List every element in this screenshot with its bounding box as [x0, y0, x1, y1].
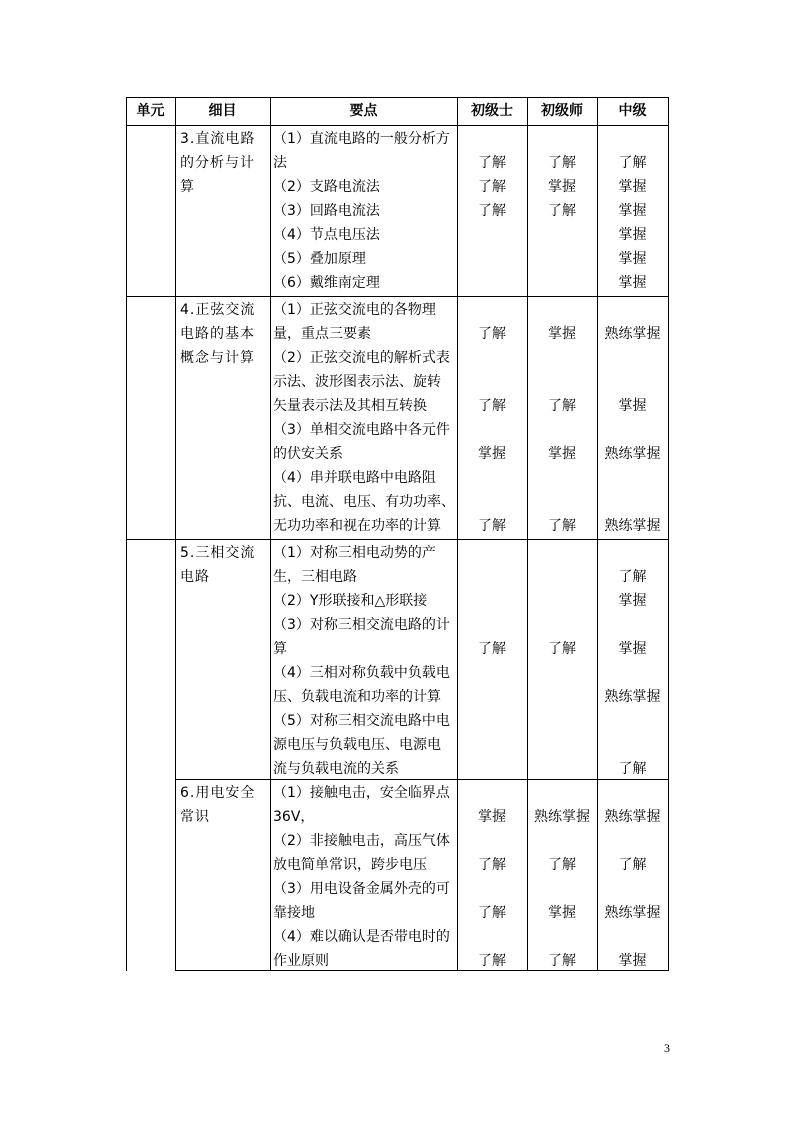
level-value: 掌握	[618, 203, 647, 219]
point-line: 36V，	[273, 809, 315, 825]
point-line: （2）Y形联接和△形联接	[273, 593, 428, 609]
subitem-line: 5.三相交流	[180, 545, 256, 561]
point-line: （1）对称三相电动势的产	[273, 545, 436, 561]
level-value: 了解	[548, 641, 576, 657]
level-value: 了解	[478, 953, 506, 969]
subitem-line: 常识	[180, 809, 210, 825]
level-value: 掌握	[548, 905, 576, 921]
row-divider	[175, 779, 669, 780]
header-unit: 单元	[136, 103, 165, 119]
level-value: 掌握	[478, 446, 506, 462]
point-line: （2）非接触电击，高压气体	[273, 833, 450, 849]
level-value: 了解	[618, 857, 647, 873]
level-value: 掌握	[618, 179, 647, 195]
level-value: 掌握	[618, 275, 647, 291]
point-line: （5）叠加原理	[273, 251, 366, 267]
point-line: （3）单相交流电路中各元件	[273, 422, 450, 438]
table-border-top	[126, 97, 669, 98]
level-value: 了解	[478, 857, 506, 873]
level-value: 掌握	[618, 641, 647, 657]
level-value: 掌握	[618, 251, 647, 267]
point-line: 法	[273, 155, 287, 171]
point-line: （3）用电设备金属外壳的可	[273, 881, 450, 897]
point-line: （3）对称三相交流电路的计	[273, 617, 450, 633]
level-value: 了解	[548, 857, 576, 873]
level-value: 了解	[548, 203, 576, 219]
table-border-left	[126, 97, 127, 971]
point-line: 压、负载电流和功率的计算	[273, 689, 441, 705]
subitem-line: 的分析与计	[180, 155, 255, 171]
point-line: 放电简单常识，跨步电压	[273, 857, 427, 873]
level-value: 了解	[548, 953, 576, 969]
level-value: 掌握	[618, 398, 647, 414]
point-line: 量，重点三要素	[273, 326, 371, 342]
level-value: 熟练掌握	[534, 809, 590, 825]
level-value: 掌握	[618, 593, 647, 609]
point-line: （3）回路电流法	[273, 203, 380, 219]
level-value: 了解	[478, 905, 506, 921]
subitem-line: 算	[180, 179, 195, 195]
column-divider	[175, 97, 176, 971]
level-value: 了解	[618, 761, 647, 777]
header-divider	[126, 125, 669, 126]
header-subitem: 细目	[208, 103, 237, 119]
level-value: 了解	[618, 569, 647, 585]
row-divider	[175, 970, 669, 971]
level-value: 掌握	[618, 227, 647, 243]
level-value: 了解	[548, 398, 576, 414]
level-value: 掌握	[548, 179, 576, 195]
point-line: 生，三相电路	[273, 569, 357, 585]
point-line: （2）正弦交流电的解析式表	[273, 350, 450, 366]
point-line: （1）正弦交流电的各物理	[273, 302, 436, 318]
column-divider	[457, 97, 458, 971]
level-value: 了解	[548, 518, 576, 534]
level-value: 熟练掌握	[604, 446, 661, 462]
level-value: 熟练掌握	[604, 326, 661, 342]
level-value: 了解	[478, 326, 506, 342]
subitem-line: 电路	[180, 569, 210, 585]
subitem-line: 电路的基本	[180, 326, 255, 342]
point-line: 算	[273, 641, 287, 657]
level-value: 熟练掌握	[604, 689, 661, 705]
subitem-line: 3.直流电路	[180, 131, 256, 147]
level-value: 掌握	[478, 809, 506, 825]
point-line: 抗、电流、电压、有功功率、	[273, 494, 455, 510]
point-line: 矢量表示法及其相互转换	[273, 398, 427, 414]
level-value: 了解	[618, 155, 647, 171]
page-number: 3	[664, 1041, 670, 1055]
level-value: 掌握	[548, 326, 576, 342]
level-value: 了解	[478, 203, 506, 219]
row-divider	[126, 296, 669, 297]
point-line: （4）三相对称负载中负载电	[273, 665, 450, 681]
header-junior-engineer: 初级师	[541, 103, 583, 119]
header-intermediate: 中级	[618, 103, 647, 119]
header-key-points: 要点	[349, 103, 378, 119]
point-line: （4）难以确认是否带电时的	[273, 929, 450, 945]
level-value: 了解	[478, 398, 506, 414]
level-value: 掌握	[548, 446, 576, 462]
point-line: 示法、波形图表示法、旋转	[273, 374, 441, 390]
level-value: 了解	[478, 518, 506, 534]
point-line: （6）戴维南定理	[273, 275, 380, 291]
header-junior-technician: 初级士	[471, 103, 513, 119]
point-line: （1）接触电击，安全临界点	[273, 785, 450, 801]
point-line: 源电压与负载电压、电源电	[273, 737, 441, 753]
point-line: （4）节点电压法	[273, 227, 380, 243]
point-line: （2）支路电流法	[273, 179, 380, 195]
point-line: （4）串并联电路中电路阻	[273, 470, 436, 486]
point-line: （5）对称三相交流电路中电	[273, 713, 450, 729]
subitem-line: 概念与计算	[180, 350, 255, 366]
level-value: 掌握	[618, 953, 647, 969]
level-value: 了解	[548, 155, 576, 171]
point-line: 作业原则	[273, 953, 329, 969]
point-line: 靠接地	[273, 905, 315, 921]
point-line: （1）直流电路的一般分析方	[273, 131, 450, 147]
subitem-line: 6.用电安全	[180, 785, 256, 801]
level-value: 了解	[478, 641, 506, 657]
point-line: 流与负载电流的关系	[273, 761, 399, 777]
column-divider	[597, 97, 598, 971]
level-value: 熟练掌握	[604, 518, 661, 534]
table-border-right	[668, 97, 669, 971]
point-line: 无功功率和视在功率的计算	[273, 518, 441, 534]
column-divider	[270, 97, 271, 971]
column-divider	[527, 97, 528, 971]
level-value: 熟练掌握	[604, 905, 661, 921]
level-value: 熟练掌握	[604, 809, 661, 825]
level-value: 了解	[478, 155, 506, 171]
level-value: 了解	[478, 179, 506, 195]
row-divider	[126, 539, 669, 540]
subitem-line: 4.正弦交流	[180, 302, 256, 318]
point-line: 的伏安关系	[273, 446, 343, 462]
